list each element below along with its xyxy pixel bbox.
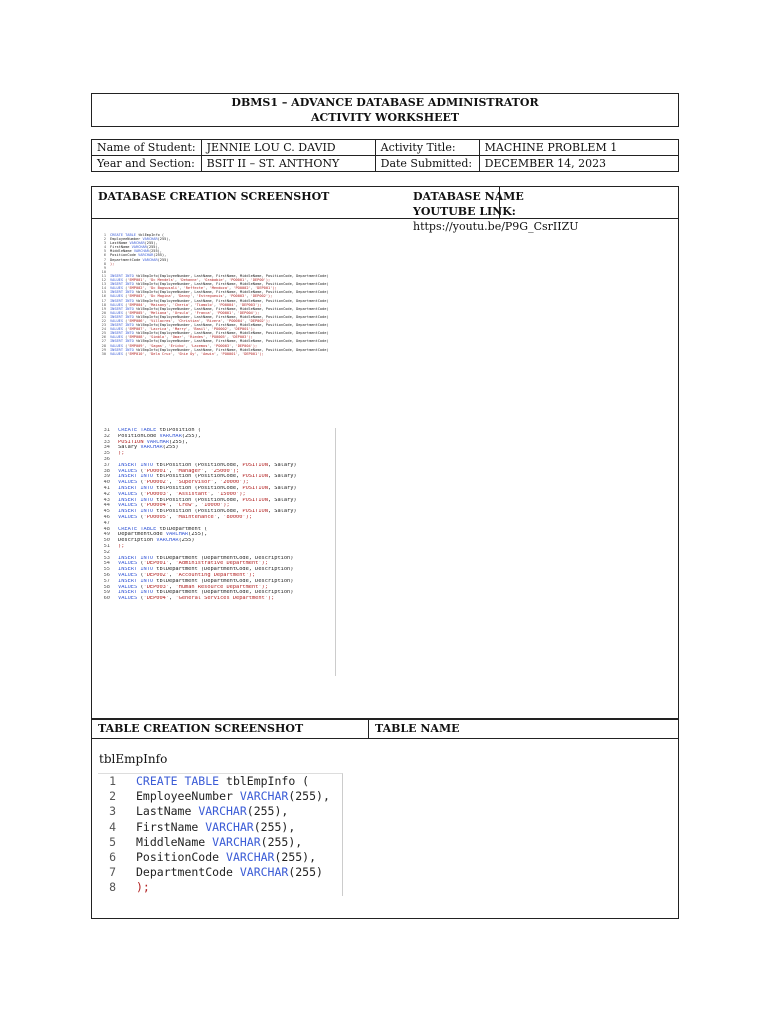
code-line — [98, 804, 342, 819]
line-number: 32 — [103, 433, 110, 439]
line-number: 55 — [103, 567, 110, 573]
code-text: VALUES ('EMP003', 'Dc Magina', 'Danny', 'Estregueuis', 'PO0003', 'DEP002'); — [110, 294, 273, 299]
code-text: EmployeeNumber VARCHAR(255), — [136, 789, 330, 804]
code-text: VALUES ('DEP001', 'Administrative Department'); — [118, 561, 268, 567]
line-number: 8 — [109, 880, 116, 895]
code-text: CREATE TABLE tblDepartment ( — [118, 526, 208, 532]
line-number: 34 — [103, 445, 110, 451]
section-divider — [92, 738, 678, 739]
code-text: PositionCode VARCHAR(255), — [110, 253, 167, 258]
column-divider — [368, 719, 369, 739]
course-title: DBMS1 – ADVANCE DATABASE ADMINISTRATOR — [231, 96, 539, 109]
line-number: 15 — [101, 290, 106, 295]
line-number: 49 — [103, 532, 110, 538]
code-text: ); — [118, 543, 125, 549]
code-text: VALUES ('EMP004', 'Maisany', 'Cheria', 'Tiamolo', 'PO0004', 'DEP003'); — [110, 302, 262, 307]
youtube-link-title: YOUTUBE LINK: — [413, 205, 516, 218]
code-line — [98, 596, 335, 602]
line-number: 59 — [103, 590, 110, 596]
line-number: 19 — [101, 306, 106, 311]
code-screenshot-3 — [98, 773, 343, 896]
code-text: ); — [110, 261, 115, 266]
line-number: 7 — [109, 865, 116, 880]
code-line — [98, 835, 342, 850]
code-text: VALUES ('PO0004', 'Crew', '10000'); — [118, 503, 230, 509]
line-number: 39 — [103, 474, 110, 480]
code-text: MiddleName VARCHAR(255), — [136, 834, 303, 849]
code-text: INSERT INTO tblEmpInfo(EmployeeNumber, LastName, FirstName, MiddleName, PositionCode, DepartmentCode) — [110, 290, 329, 295]
code-text: Description VARCHAR(255) — [118, 538, 195, 544]
code-text: VALUES ('PO0001', 'Manager', '25000'); — [118, 468, 240, 474]
year-value: BSIT II – ST. ANTHONY — [201, 156, 375, 172]
line-number: 16 — [101, 294, 106, 299]
code-text: INSERT INTO tblPosition (PositionCode, POSITION, Salary) — [118, 497, 297, 503]
line-number: 1 — [103, 233, 106, 237]
code-text: VALUES ('EMP009', 'Sagas', 'Ericko', 'Lacemos', 'PO0003', 'DEP004'); — [110, 343, 258, 348]
code-text: VALUES ('EMP007', 'Lacrica', 'Marry', 'Basil', 'PO0002', 'DEP001'); — [110, 327, 256, 332]
line-number: 31 — [103, 428, 110, 433]
code-text: VALUES ('DEP002', 'Accounting Department'); — [118, 572, 256, 578]
line-number: 57 — [103, 578, 110, 584]
code-text: EmployeeNumber VARCHAR(255), — [110, 237, 171, 242]
code-text: VALUES ('EMP010', 'Dela Cruz', 'Shie Oy', 'Aewin', 'PO0001', 'DEP001'); — [110, 351, 264, 356]
line-number: 10 — [101, 269, 106, 274]
line-number: 4 — [103, 245, 106, 250]
code-text: CREATE TABLE tblEmpInfo ( — [136, 774, 310, 788]
code-text: INSERT INTO tblDepartment (DepartmentCode, Description) — [118, 567, 294, 573]
code-text: INSERT INTO tblPosition (PositionCode, POSITION, Salary) — [118, 474, 297, 480]
code-screenshot-1 — [98, 233, 383, 411]
code-text: INSERT INTO tblEmpInfo(EmployeeNumber, LastName, FirstName, MiddleName, PositionCode, DepartmentCode) — [110, 339, 329, 344]
line-number: 8 — [103, 261, 106, 266]
line-number: 25 — [101, 331, 106, 336]
line-number: 47 — [103, 520, 110, 526]
line-number: 58 — [103, 584, 110, 590]
line-number: 14 — [101, 286, 106, 291]
code-text: INSERT INTO tblDepartment (DepartmentCode, Description) — [118, 590, 294, 596]
line-number: 1 — [109, 774, 116, 788]
code-text: VALUES ('EMP002', 'Dc Bagsusali', 'Reffecte', 'Mendoza', 'PO0002', 'DEP001'); — [110, 286, 277, 291]
line-number: 22 — [101, 318, 106, 323]
code-screenshot-2 — [98, 428, 336, 676]
student-info-table — [91, 139, 679, 172]
code-text: FirstName VARCHAR(255), — [136, 819, 296, 834]
line-number: 30 — [101, 351, 106, 356]
code-text: INSERT INTO tblEmpInfo(EmployeeNumber, LastName, FirstName, MiddleName, PositionCode, DepartmentCode) — [110, 314, 329, 319]
code-text: VALUES ('PO0003', 'Assistant', '15000'); — [118, 491, 246, 497]
line-number: 46 — [103, 514, 110, 520]
line-number: 9 — [103, 265, 106, 270]
line-number: 21 — [101, 314, 106, 319]
line-number: 5 — [109, 834, 116, 849]
code-text: FirstName VARCHAR(255), — [110, 245, 160, 250]
line-number: 53 — [103, 555, 110, 561]
code-text: PositionCode VARCHAR(255), — [136, 850, 317, 865]
year-label: Year and Section: — [92, 156, 202, 172]
code-text: VALUES ('EMP005', 'Meliana', 'Ursula', 'Franca', 'PO0001', 'DEP004'); — [110, 310, 260, 315]
line-number: 11 — [101, 273, 106, 278]
activity-value: MACHINE PROBLEM 1 — [479, 140, 678, 156]
table-name-title: TABLE NAME — [375, 722, 460, 735]
code-text: INSERT INTO tblDepartment (DepartmentCode, Description) — [118, 555, 294, 561]
line-number: 2 — [103, 237, 106, 242]
line-number: 54 — [103, 561, 110, 567]
line-number: 60 — [103, 596, 110, 602]
code-text: INSERT INTO tblEmpInfo(EmployeeNumber, LastName, FirstName, MiddleName, PositionCode, DepartmentCode) — [110, 306, 329, 311]
line-number: 33 — [103, 439, 110, 445]
date-value: DECEMBER 14, 2023 — [479, 156, 678, 172]
code-text: VALUES ('DEP003', 'Human Resource Department'); — [118, 584, 268, 590]
table-name-value: tblEmpInfo — [99, 752, 168, 766]
date-label: Date Submitted: — [375, 156, 479, 172]
code-line — [98, 880, 342, 895]
line-number: 18 — [101, 302, 106, 307]
code-text: DepartmentCode VARCHAR(255) — [110, 257, 169, 262]
line-number: 7 — [103, 257, 106, 262]
code-text: CREATE TABLE tblEmpInfo ( — [110, 233, 165, 237]
code-text: ); — [118, 451, 125, 457]
line-number: 28 — [101, 343, 106, 348]
info-row — [92, 156, 679, 172]
code-text: VALUES ('EMP008', 'Simbla', 'Omar', 'Riedes', 'PO0005', 'DEP003'); — [110, 335, 253, 340]
code-text: INSERT INTO tblPosition (PositionCode, POSITION, Salary) — [118, 509, 297, 515]
code-text: INSERT INTO tblEmpInfo(EmployeeNumber, LastName, FirstName, MiddleName, PositionCode, DepartmentCode) — [110, 323, 329, 328]
line-number: 43 — [103, 497, 110, 503]
line-number: 42 — [103, 491, 110, 497]
line-number: 26 — [101, 335, 106, 340]
code-line — [98, 850, 342, 865]
line-number: 45 — [103, 509, 110, 515]
code-text: VALUES ('EMP001', 'Dc Mendels', 'Dehanne', 'Grababie', 'PO0001', 'DEP00'); — [110, 278, 271, 283]
table-screenshot-title: TABLE CREATION SCREENSHOT — [98, 722, 304, 735]
line-number: 37 — [103, 462, 110, 468]
line-number: 41 — [103, 485, 110, 491]
code-text: INSERT INTO tblEmpInfo(EmployeeNumber, LastName, FirstName, MiddleName, PositionCode, DepartmentCode) — [110, 273, 329, 278]
line-number: 6 — [109, 850, 116, 865]
line-number: 52 — [103, 549, 110, 555]
section-divider — [92, 218, 678, 219]
code-line — [98, 352, 383, 356]
line-number: 48 — [103, 526, 110, 532]
line-number: 50 — [103, 538, 110, 544]
code-text: DepartmentCode VARCHAR(255) — [136, 865, 323, 880]
code-text: Salary VARCHAR(255) — [118, 445, 179, 451]
code-line — [98, 865, 342, 880]
line-number: 29 — [101, 347, 106, 352]
code-text: VALUES ('PO0005', 'Maintenance', '80000'); — [118, 514, 253, 520]
line-number: 27 — [101, 339, 106, 344]
line-number: 6 — [103, 253, 106, 258]
line-number: 4 — [109, 819, 116, 834]
code-text: INSERT INTO tblEmpInfo(EmployeeNumber, LastName, FirstName, MiddleName, PositionCode, DepartmentCode) — [110, 331, 329, 336]
code-text: CREATE TABLE tblPosition ( — [118, 428, 201, 433]
worksheet-header — [91, 93, 679, 127]
code-text: MiddleName VARCHAR(255), — [110, 249, 162, 254]
code-text: INSERT INTO tblEmpInfo(EmployeeNumber, LastName, FirstName, MiddleName, PositionCode, DepartmentCode) — [110, 347, 329, 352]
code-line — [98, 774, 342, 789]
line-number: 40 — [103, 480, 110, 486]
info-row — [92, 140, 679, 156]
line-number: 20 — [101, 310, 106, 315]
line-number: 36 — [103, 456, 110, 462]
line-number: 38 — [103, 468, 110, 474]
name-label: Name of Student: — [92, 140, 202, 156]
code-text: LastName VARCHAR(255), — [136, 804, 289, 819]
code-text: INSERT INTO tblDepartment (DepartmentCode, Description) — [118, 578, 294, 584]
line-number: 44 — [103, 503, 110, 509]
code-text: ); — [136, 880, 150, 895]
code-text: POSITION VARCHAR(255), — [118, 439, 189, 445]
database-screenshot-title: DATABASE CREATION SCREENSHOT — [98, 190, 330, 203]
line-number: 17 — [101, 298, 106, 303]
youtube-link[interactable]: https://youtu.be/P9G_CsrIIZU — [413, 220, 579, 233]
code-text: INSERT INTO tblPosition (PositionCode, POSITION, Salary) — [118, 462, 297, 468]
code-text: VALUES ('EMP006', 'Villacres', 'Christian', 'Rivera', 'PO0004', 'DEP002'); — [110, 318, 271, 323]
code-text: VALUES ('DEP004', 'General Services Department'); — [118, 596, 275, 602]
database-name-title: DATABASE NAME — [413, 190, 524, 203]
line-number: 51 — [103, 543, 110, 549]
line-number: 35 — [103, 451, 110, 457]
line-number: 5 — [103, 249, 106, 254]
line-number: 24 — [101, 327, 106, 332]
line-number: 3 — [103, 241, 106, 246]
line-number: 2 — [109, 789, 116, 804]
code-line — [98, 789, 342, 804]
line-number: 13 — [101, 282, 106, 287]
name-value: JENNIE LOU C. DAVID — [201, 140, 375, 156]
code-text: INSERT INTO tblEmpInfo(EmployeeNumber, LastName, FirstName, MiddleName, PositionCode, DepartmentCode) — [110, 298, 329, 303]
code-text: INSERT INTO tblEmpInfo(EmployeeNumber, LastName, FirstName, MiddleName, PositionCode, DepartmentCode) — [110, 282, 329, 287]
line-number: 3 — [109, 804, 116, 819]
code-text: DepartmentCode VARCHAR(255), — [118, 532, 208, 538]
code-text: LastName VARCHAR(255), — [110, 241, 158, 246]
code-text: INSERT INTO tblPosition (PositionCode, POSITION, Salary) — [118, 485, 297, 491]
line-number: 12 — [101, 278, 106, 283]
activity-label: Activity Title: — [375, 140, 479, 156]
line-number: 56 — [103, 572, 110, 578]
code-text: VALUES ('PO0002', 'Supervisor', '20000'); — [118, 480, 249, 486]
line-number: 23 — [101, 323, 106, 328]
code-text: PositionCode VARCHAR(255), — [118, 433, 201, 439]
code-line — [98, 820, 342, 835]
worksheet-title: ACTIVITY WORKSHEET — [310, 111, 460, 124]
